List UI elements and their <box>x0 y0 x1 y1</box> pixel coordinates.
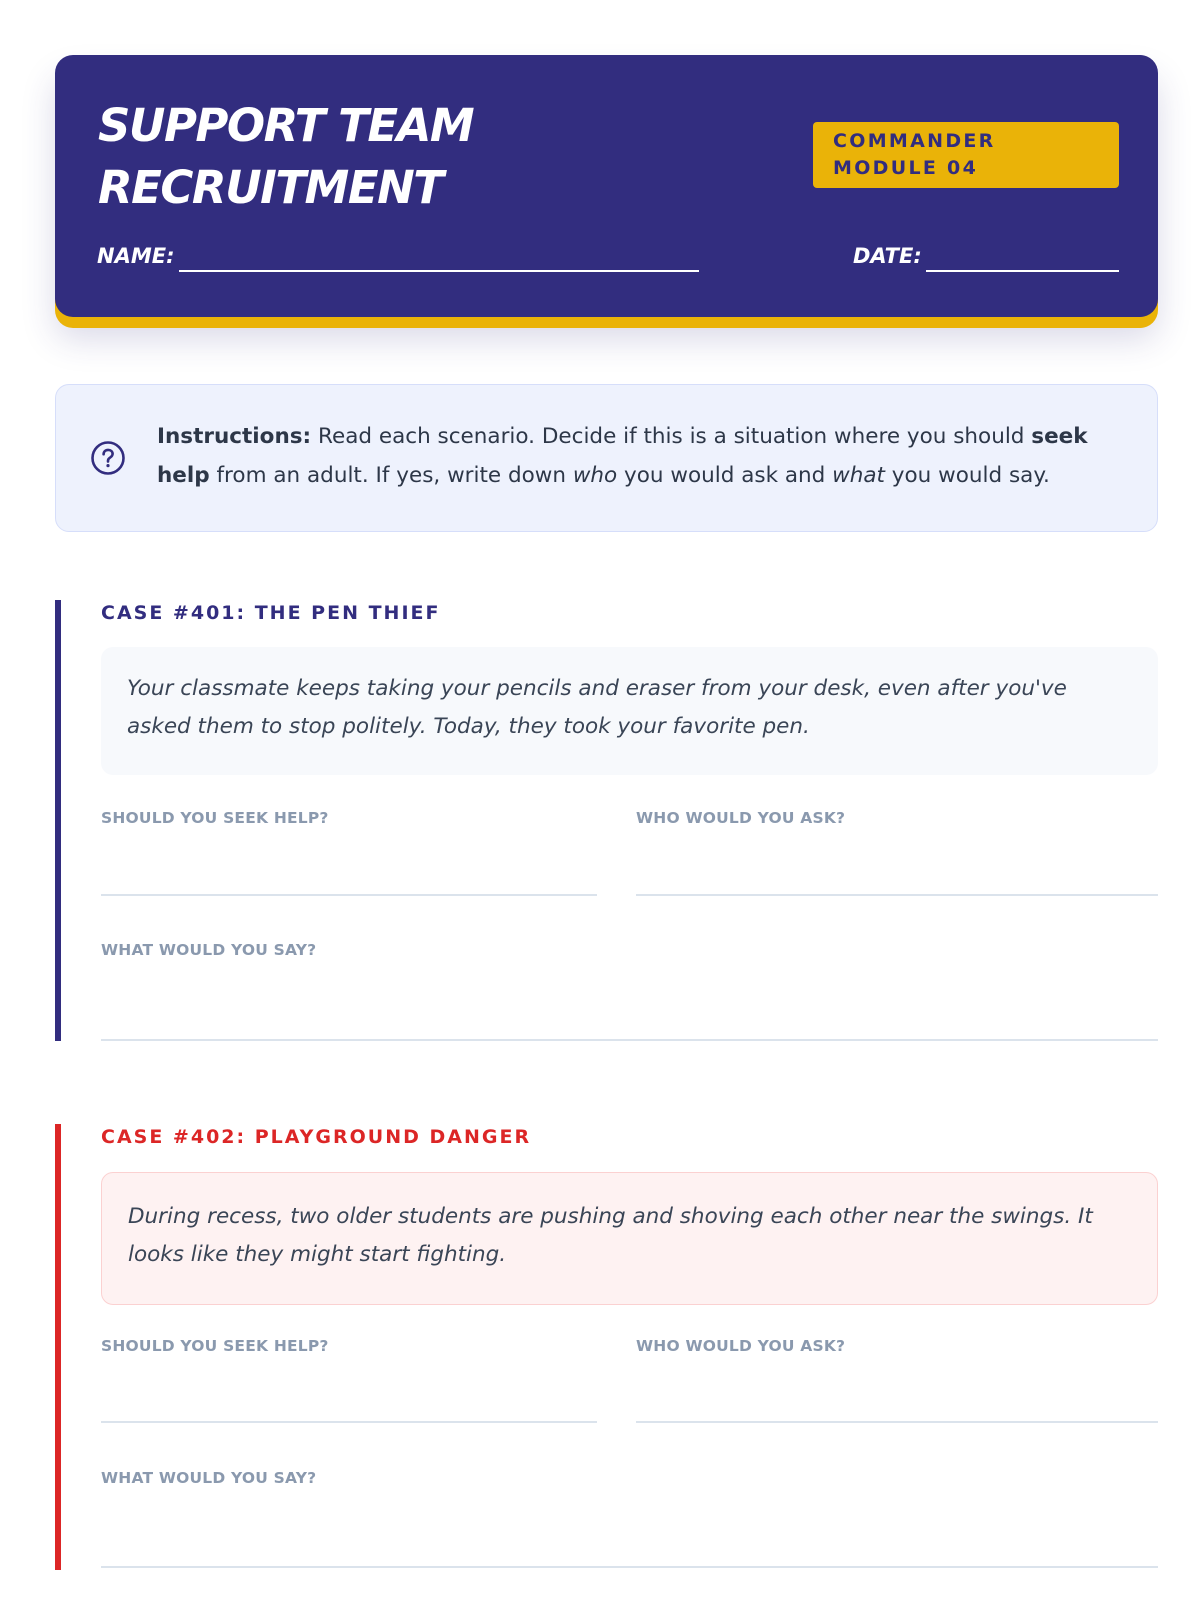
name-label: NAME: <box>97 244 175 268</box>
who-ask-label: WHO WOULD YOU ASK? <box>636 1337 846 1355</box>
who-ask-answer-line[interactable] <box>636 894 1158 896</box>
case-section <box>55 600 1158 1041</box>
instructions-text: Instructions: Read each scenario. Decide if this is a situation where you should seek help from an adult. If yes, write down who you would ask and what you would say. <box>157 424 1088 488</box>
worksheet-title <box>98 95 658 219</box>
worksheet-header <box>55 55 1158 317</box>
instructions-box <box>55 384 1158 532</box>
date-label: DATE: <box>853 244 922 268</box>
what-emphasis: what <box>832 463 885 488</box>
who-ask-label: WHO WOULD YOU ASK? <box>636 809 846 827</box>
name-blank-line[interactable] <box>179 270 699 272</box>
case-title: CASE #402: PLAYGROUND DANGER <box>101 1126 532 1148</box>
seek-help-answer-line[interactable] <box>101 1421 597 1423</box>
case-title: CASE #401: THE PEN THIEF <box>101 602 441 624</box>
scenario-text: Your classmate keeps taking your pencils and eraser from your desk, even after you've asked them to stop politely. Today, they took your favorite pen. <box>127 676 1067 739</box>
case-accent-bar <box>55 1124 61 1570</box>
scenario-box <box>101 1172 1158 1305</box>
what-say-label: WHAT WOULD YOU SAY? <box>101 941 317 959</box>
seek-help-label: SHOULD YOU SEEK HELP? <box>101 1337 329 1355</box>
seek-help-emphasis: seek help <box>157 424 1088 488</box>
what-say-answer-line[interactable] <box>101 1566 1158 1568</box>
case-accent-bar <box>55 600 61 1041</box>
who-emphasis: who <box>572 463 618 488</box>
seek-help-answer-line[interactable] <box>101 894 597 896</box>
case-section <box>55 1124 1158 1570</box>
what-say-label: WHAT WOULD YOU SAY? <box>101 1469 317 1487</box>
instructions-lead: Instructions: <box>157 424 312 449</box>
who-ask-answer-line[interactable] <box>636 1421 1158 1423</box>
module-badge: COMMANDER MODULE 04 <box>813 122 1119 188</box>
title-line-1: SUPPORT TEAM <box>98 99 474 152</box>
seek-help-label: SHOULD YOU SEEK HELP? <box>101 809 329 827</box>
title-line-2: RECRUITMENT <box>98 161 443 214</box>
scenario-text: During recess, two older students are pushing and shoving each other near the swings. It looks like they might start fighting. <box>128 1204 1093 1267</box>
date-blank-line[interactable] <box>926 270 1119 272</box>
what-say-answer-line[interactable] <box>101 1039 1158 1041</box>
scenario-box <box>101 647 1158 775</box>
question-circle-icon <box>90 440 126 476</box>
